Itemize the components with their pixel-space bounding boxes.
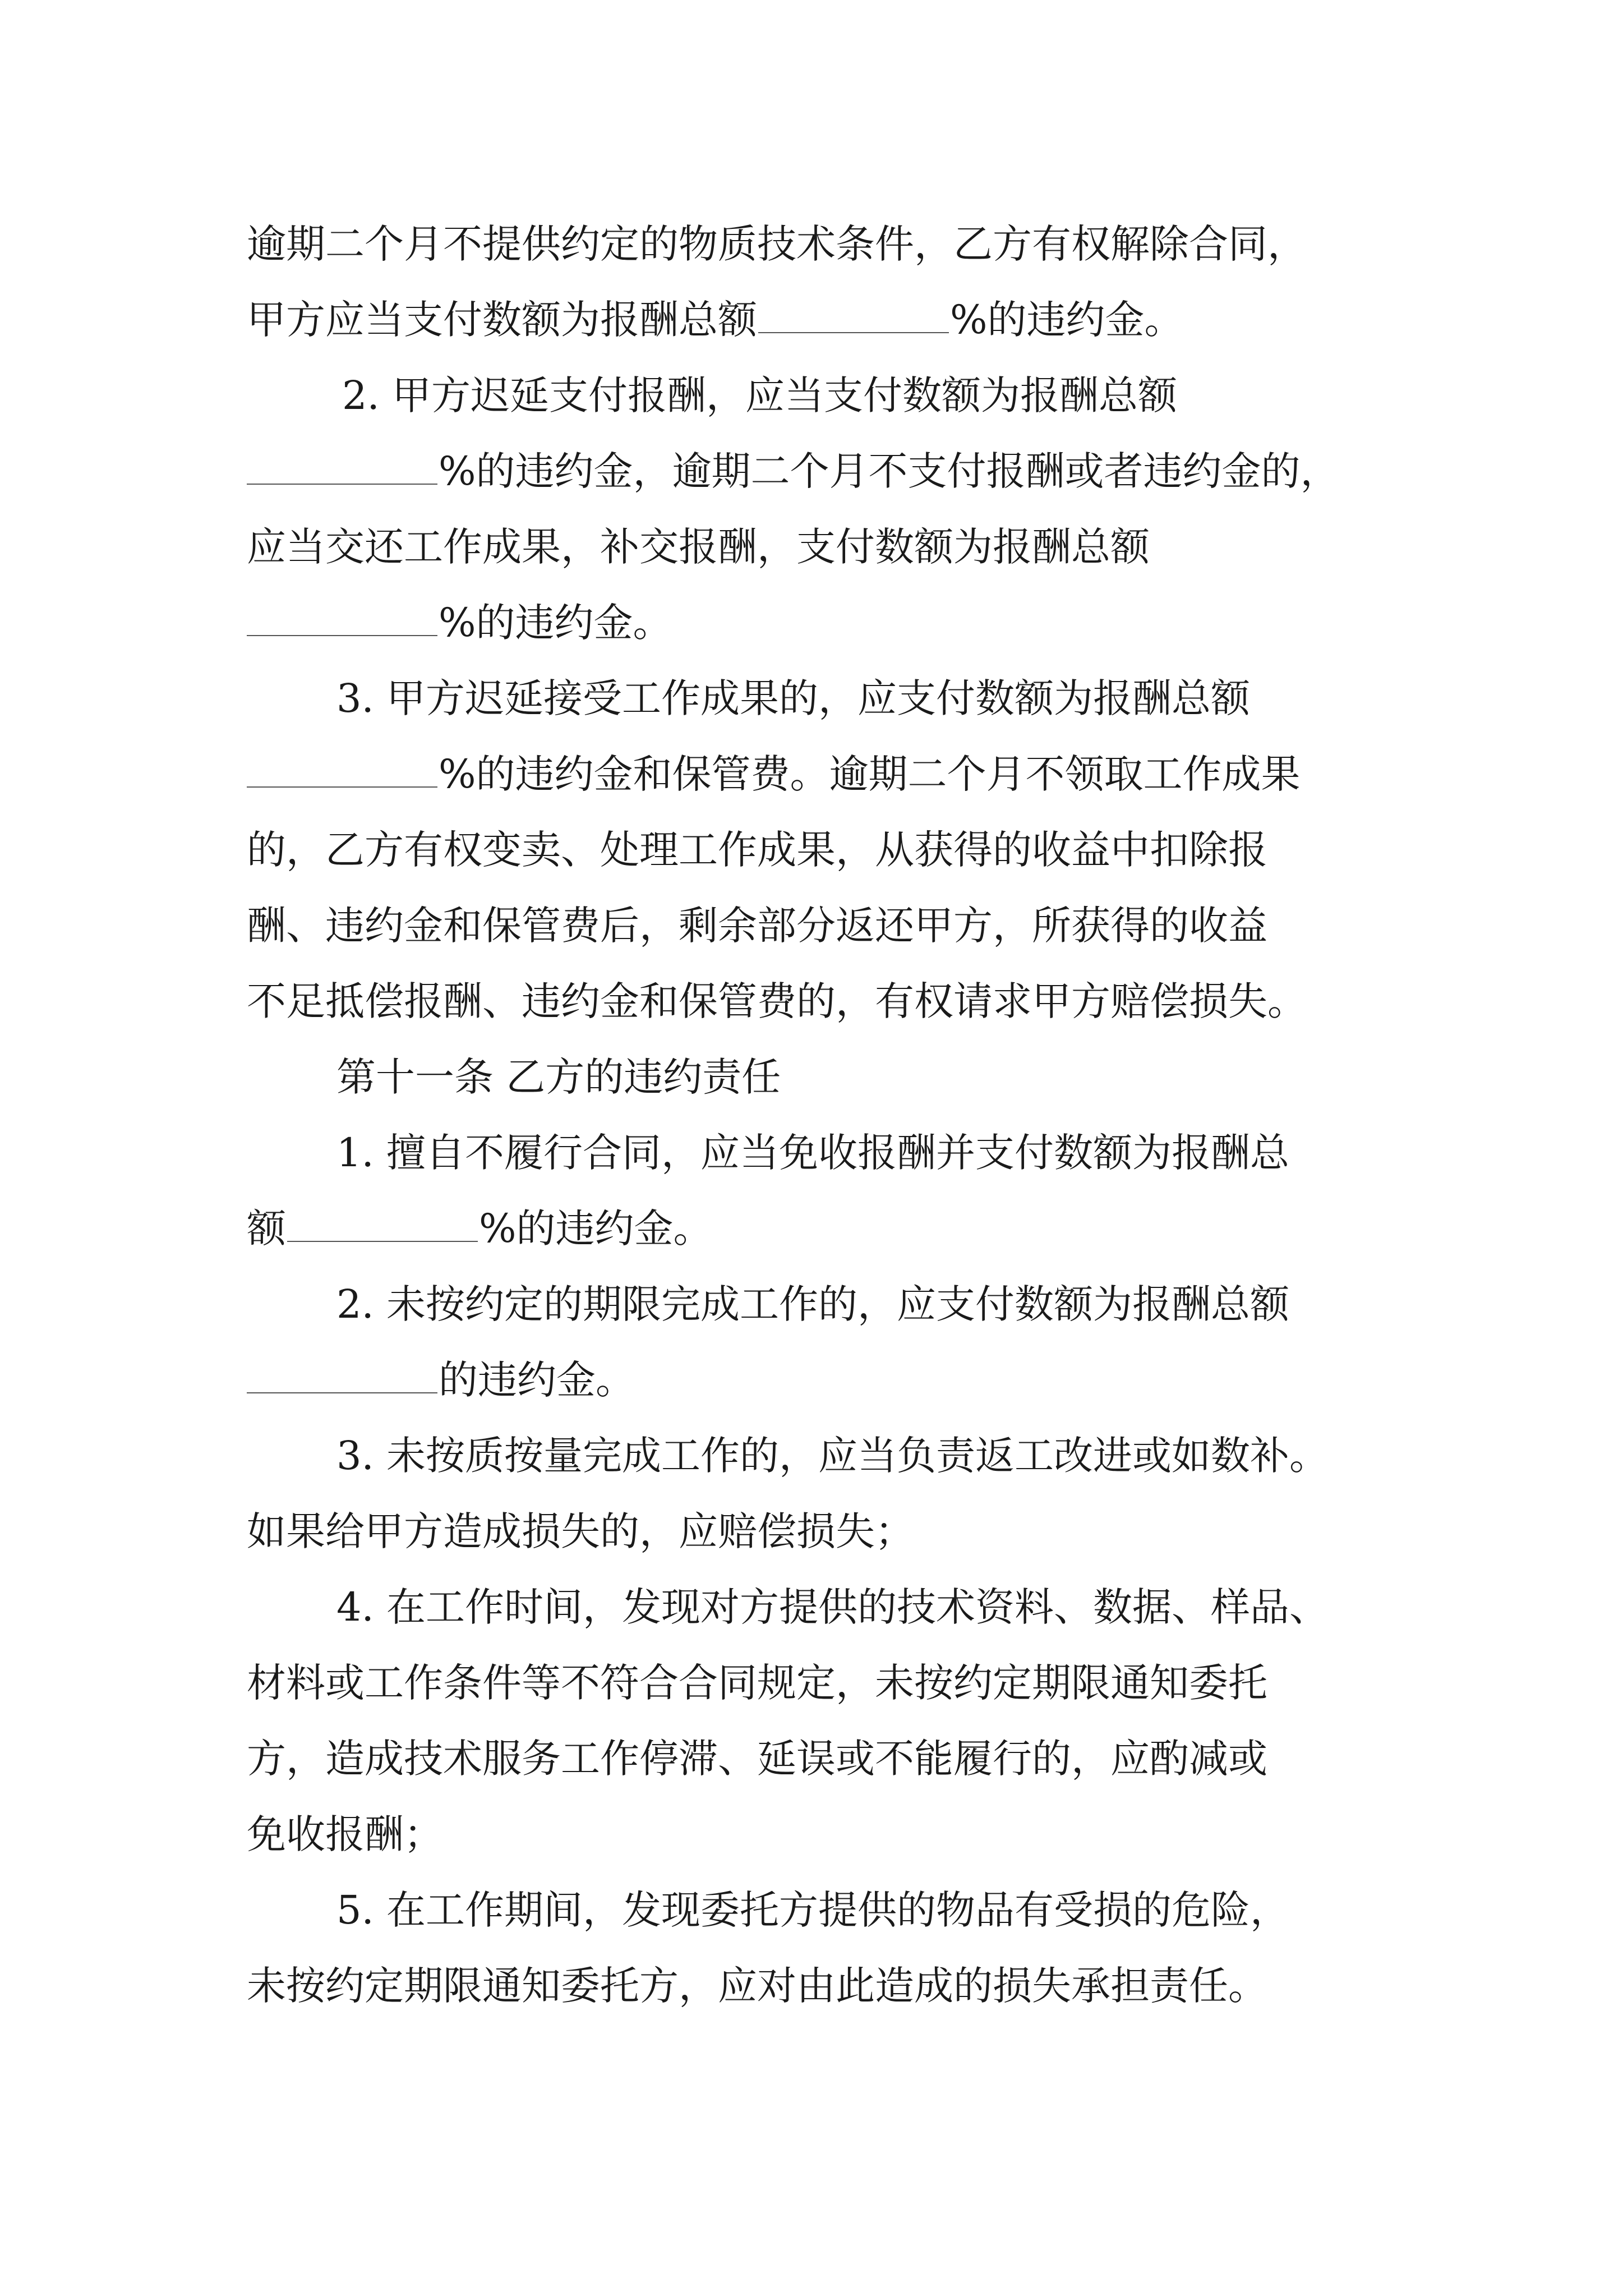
fill-in-blank [247,452,437,485]
text-line [247,522,1150,572]
text-line [336,1582,1329,1632]
text-line [247,900,1267,951]
text-line [247,295,1184,345]
text-line [247,1733,1267,1784]
line-text-after-blank: %的违约金。 [950,297,1184,343]
text-line [342,370,1177,421]
line-text: 未按约定期限通知委托方，应对由此造成的损失承担责任。 [247,1963,1267,2009]
line-text: 额 [247,1205,286,1251]
fill-in-blank [247,755,437,788]
text-line [336,1430,1329,1481]
text-line [336,1052,781,1102]
text-line [336,1128,1289,1178]
line-text: 免收报酬； [247,1811,443,1857]
text-line [247,1203,713,1254]
text-line [247,1355,635,1405]
line-text: 应当交还工作成果，补交报酬，支付数额为报酬总额 [247,524,1150,570]
line-text: 不足抵偿报酬、违约金和保管费的，有权请求甲方赔偿损失。 [247,978,1307,1024]
text-line [247,825,1267,875]
text-line [247,219,1307,269]
text-line [247,446,1340,496]
line-text: 的，乙方有权变卖、处理工作成果，从获得的收益中扣除报 [247,827,1267,873]
text-line [336,1885,1289,1935]
line-text-after-blank: 的违约金。 [439,1357,635,1403]
line-text: 3. 未按质按量完成工作的，应当负责返工改进或如数补。 [336,1433,1329,1479]
line-text: 酬、违约金和保管费后，剩余部分返还甲方，所获得的收益 [247,903,1267,949]
line-text: 材料或工作条件等不符合合同规定，未按约定期限通知委托 [247,1660,1267,1706]
line-text: 甲方应当支付数额为报酬总额 [247,297,757,343]
text-line [247,976,1307,1027]
line-text: 方，造成技术服务工作停滞、延误或不能履行的，应酌减或 [247,1736,1267,1782]
line-text: 3. 甲方迟延接受工作成果的，应支付数额为报酬总额 [336,675,1251,721]
line-text-after-blank: %的违约金。 [439,600,672,646]
text-line [247,597,672,648]
line-text: 逾期二个月不提供约定的物质技术条件，乙方有权解除合同， [247,221,1307,267]
text-line [336,1279,1289,1329]
text-line [336,673,1250,724]
line-text: 1. 擅自不履行合同，应当免收报酬并支付数额为报酬总 [336,1130,1290,1176]
fill-in-blank [247,1361,437,1393]
text-line [247,1809,443,1860]
text-line [247,749,1301,799]
text-line [247,1658,1267,1708]
fill-in-blank [287,1209,478,1242]
line-text: 如果给甲方造成损失的，应赔偿损失； [247,1508,914,1554]
fill-in-blank [758,301,949,333]
line-text-after-blank: %的违约金。 [479,1205,713,1251]
text-line [247,1961,1267,2011]
line-text: 第十一条 乙方的违约责任 [336,1054,781,1100]
text-line [247,1506,914,1557]
line-text: 2. 甲方迟延支付报酬，应当支付数额为报酬总额 [342,372,1178,418]
line-text: 4. 在工作时间，发现对方提供的技术资料、数据、样品、 [336,1584,1329,1630]
line-text: 5. 在工作期间，发现委托方提供的物品有受损的危险， [336,1887,1290,1933]
line-text: 2. 未按约定的期限完成工作的，应支付数额为报酬总额 [336,1281,1290,1327]
line-text-after-blank: %的违约金，逾期二个月不支付报酬或者违约金的， [439,448,1340,494]
line-text-after-blank: %的违约金和保管费。逾期二个月不领取工作成果 [439,751,1301,797]
fill-in-blank [247,604,437,636]
